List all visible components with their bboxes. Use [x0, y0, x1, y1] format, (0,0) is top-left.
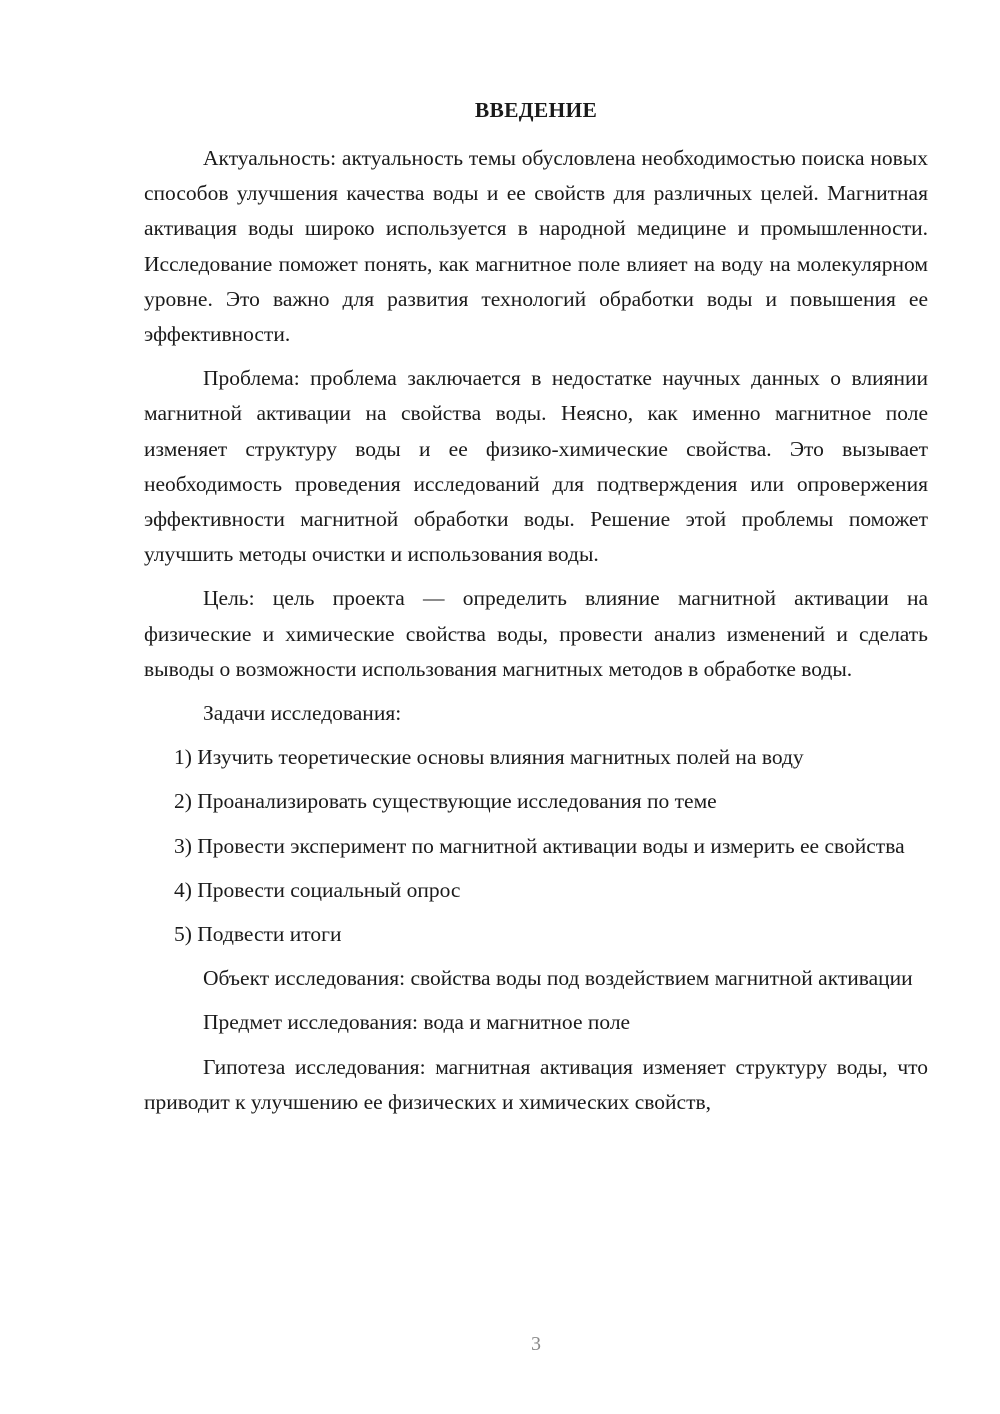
page-number: 3	[531, 1333, 541, 1355]
tasks-heading: Задачи исследования:	[203, 701, 402, 726]
task-item: 3) Провести эксперимент по магнитной активации воды и измерить ее свойства	[174, 833, 905, 858]
task-item: 5) Подвести итоги	[174, 922, 342, 947]
goal-paragraph: Цель: цель проекта — определить влияние магнитной активации на физические и химические свойства воды, провести анализ изменений и сделать выводы о возможности использования магнитных методов в обработке воды.	[144, 586, 928, 681]
object-paragraph: Объект исследования: свойства воды под воздействием магнитной активации	[203, 966, 913, 991]
tasks-list	[144, 740, 928, 952]
problem-paragraph: Проблема: проблема заключается в недостатке научных данных о влиянии магнитной активации на свойства воды. Неясно, как именно магнитное поле изменяет структуру воды и ее физико-химические свойства. Это вызывает необходимость проведения исследований для подтверждения или опровержения эффективности магнитной обработки воды. Решение этой проблемы поможет улучшить методы очистки и использования воды.	[144, 366, 928, 567]
subject-paragraph: Предмет исследования: вода и магнитное поле	[203, 1010, 631, 1035]
task-item: 2) Проанализировать существующие исследования по теме	[174, 789, 717, 814]
task-item: 1) Изучить теоретические основы влияния магнитных полей на воду	[174, 745, 804, 770]
document-page	[144, 92, 928, 1129]
hypothesis-paragraph: Гипотеза исследования: магнитная активация изменяет структуру воды, что приводит к улучшению ее физических и химических свойств,	[144, 1054, 928, 1114]
task-item: 4) Провести социальный опрос	[174, 877, 461, 902]
page-title: ВВЕДЕНИЕ	[474, 98, 598, 122]
relevance-paragraph: Актуальность: актуальность темы обусловлена необходимостью поиска новых способов улучшения качества воды и ее свойств для различных целей. Магнитная активация воды широко используется в народной медицине и промышленности. Исследование поможет понять, как магнитное поле влияет на воду на молекулярном уровне. Это важно для развития технологий обработки воды и повышения ее эффективности.	[144, 146, 928, 347]
